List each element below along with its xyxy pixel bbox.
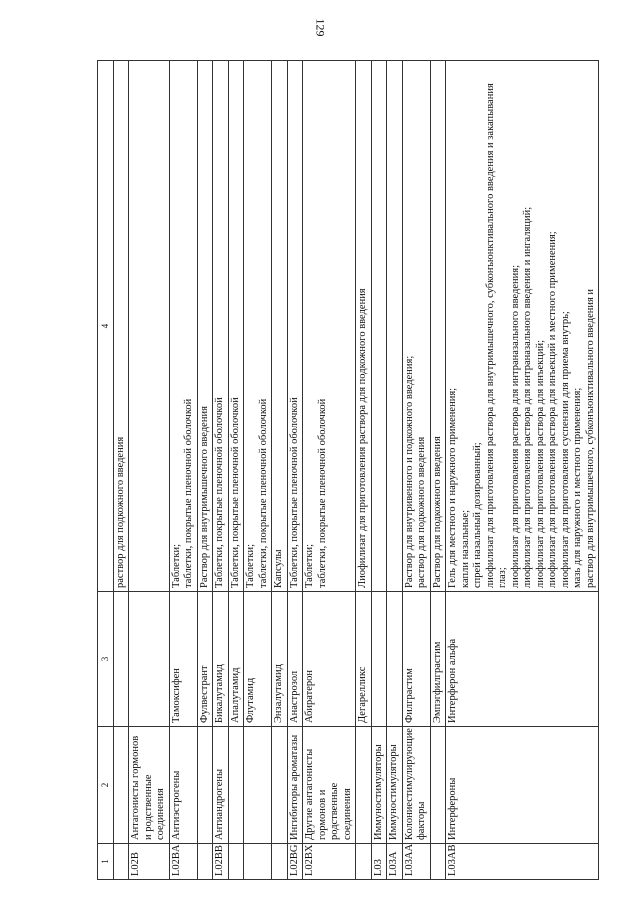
dosage-form-line: мазь для наружного и местного применения; [572, 387, 583, 588]
dosage-form-line: лиофилизат для приготовления раствора для инъекций и местного применения; [547, 231, 558, 588]
page-number: 129 [313, 18, 328, 37]
dosage-forms [430, 61, 446, 592]
dosage-form-line: Гель для местного и наружного применения; [447, 387, 458, 588]
dosage-forms [371, 61, 387, 592]
dosage-forms [272, 61, 288, 592]
table-row [228, 61, 244, 880]
dosage-form-line: раствор для внутримышечного, субконъюнктивального введения и [584, 288, 596, 588]
table-row [244, 61, 272, 880]
drug-name [129, 592, 170, 727]
dosage-forms [244, 61, 272, 592]
atc-code [244, 844, 272, 880]
drug-name: Абиратерон [303, 592, 356, 727]
table-row [169, 61, 197, 880]
table-row [129, 61, 170, 880]
dosage-form-line: лиофилизат для приготовления суспензии для приема внутрь; [559, 311, 571, 588]
group-name: Интерфероны [446, 727, 599, 844]
drug-name: Дегарелликс [356, 592, 372, 727]
group-name: Колониестимулирующие факторы [402, 727, 430, 844]
dosage-form-line: Раствор для подкожного введения [431, 436, 443, 588]
atc-code [430, 844, 446, 880]
table-row [113, 61, 129, 880]
dosage-forms [197, 61, 213, 592]
dosage-form-line: таблетки, покрытые пленочной оболочкой [316, 398, 328, 588]
group-name: Иммуностимуляторы [371, 727, 387, 844]
dosage-form-line: Таблетки; [304, 543, 315, 588]
dosage-form-line: спрей назальный дозированный; [472, 442, 483, 588]
dosage-form-line: Раствор для внутримышечного введения [198, 406, 210, 588]
drug-name: Флутамид [244, 592, 272, 727]
dosage-form-line: таблетки, покрытые пленочной оболочкой [257, 398, 269, 588]
atc-code: L02B [129, 844, 170, 880]
table-row [356, 61, 372, 880]
dosage-forms [213, 61, 229, 592]
dosage-forms [446, 61, 599, 592]
atc-code [272, 844, 288, 880]
atc-code: L02BA [169, 844, 197, 880]
dosage-form-line: Таблетки; [245, 543, 256, 588]
group-name [272, 727, 288, 844]
group-name [356, 727, 372, 844]
dosage-forms [169, 61, 197, 592]
atc-code: L03 [371, 844, 387, 880]
drug-name: Фулвестрант [197, 592, 213, 727]
dosage-forms [356, 61, 372, 592]
group-name [197, 727, 213, 844]
dosage-form-line: Таблетки, покрытые пленочной оболочкой [288, 397, 300, 588]
table-row [446, 61, 599, 880]
dosage-form-line: таблетки, покрытые пленочной оболочкой [183, 398, 194, 588]
table-row [371, 61, 387, 880]
dosage-forms [287, 61, 303, 592]
dosage-forms [303, 61, 356, 592]
dosage-form-line: лиофилизат для приготовления раствора для интраназального введения; [509, 264, 521, 588]
atc-code [228, 844, 244, 880]
drug-name: Тамоксифен [169, 592, 197, 727]
group-name [113, 727, 129, 844]
atc-code: L02BG [287, 844, 303, 880]
dosage-form-line: Таблетки; [170, 543, 182, 588]
dosage-form-line: раствор для подкожного введения [416, 436, 427, 588]
group-name [430, 727, 446, 844]
drug-name: Энзалутамид [272, 592, 288, 727]
dosage-forms [129, 61, 170, 592]
atc-code [356, 844, 372, 880]
table-row [387, 61, 403, 880]
drug-name: Апалутамид [228, 592, 244, 727]
group-name: Иммуностимуляторы [387, 727, 403, 844]
drug-name: Интерферон альфа [446, 592, 599, 727]
group-name: Антагонисты гормонов и родственные соединения [129, 727, 170, 844]
dosage-form-line: Лиофилизат для приготовления раствора для подкожного введения [357, 288, 368, 588]
group-name: Антиандрогены [213, 727, 229, 844]
group-name: Ингибиторы ароматазы [287, 727, 303, 844]
group-name: Антиэстрогены [169, 727, 197, 844]
atc-code: L03AB [446, 844, 599, 880]
drug-name [113, 592, 129, 727]
dosage-form-line: Капсулы [273, 549, 284, 588]
group-name [244, 727, 272, 844]
drug-name: Эмпэгфилграстим [430, 592, 446, 727]
drug-name: Филграстим [402, 592, 430, 727]
dosage-form-line: Раствор для внутривенного и подкожного введения; [403, 355, 415, 588]
table-row [213, 61, 229, 880]
dosage-form-line: Таблетки, покрытые пленочной оболочкой [214, 397, 225, 588]
atc-code: L02BB [213, 844, 229, 880]
column-number: 4 [98, 61, 114, 592]
drug-name [387, 592, 403, 727]
rotated-page-content [97, 60, 617, 880]
column-number: 2 [98, 727, 114, 844]
dosage-form-line: капли назальные; [459, 509, 471, 588]
table-row [197, 61, 213, 880]
column-number: 1 [98, 844, 114, 880]
column-number: 3 [98, 592, 114, 727]
table-row [272, 61, 288, 880]
atc-code: L03AA [402, 844, 430, 880]
table-row [430, 61, 446, 880]
drug-name [371, 592, 387, 727]
dosage-forms [402, 61, 430, 592]
table-row [287, 61, 303, 880]
dosage-form-line: лиофилизат для приготовления раствора для внутримышечного, субконъюнктивального введения и закапывания глаз; [484, 83, 508, 588]
dosage-form-line: Таблетки, покрытые пленочной оболочкой [229, 397, 241, 588]
dosage-forms [113, 61, 129, 592]
atc-code: L03A [387, 844, 403, 880]
table-row [402, 61, 430, 880]
drug-table [97, 60, 599, 880]
dosage-form-line: лиофилизат для приготовления раствора для инъекций; [534, 339, 546, 588]
dosage-form-line: раствор для подкожного введения [114, 436, 126, 588]
column-number-row [98, 61, 114, 880]
drug-name: Анастрозол [287, 592, 303, 727]
atc-code [113, 844, 129, 880]
dosage-forms [387, 61, 403, 592]
dosage-forms [228, 61, 244, 592]
table-row [303, 61, 356, 880]
dosage-form-line: лиофилизат для приготовления раствора для интраназального введения и ингаляций; [522, 206, 533, 588]
atc-code: L02BX [303, 844, 356, 880]
group-name: Другие антагонисты гормонов и родственные соединения [303, 727, 356, 844]
group-name [228, 727, 244, 844]
atc-code [197, 844, 213, 880]
drug-name: Бикалутамид [213, 592, 229, 727]
